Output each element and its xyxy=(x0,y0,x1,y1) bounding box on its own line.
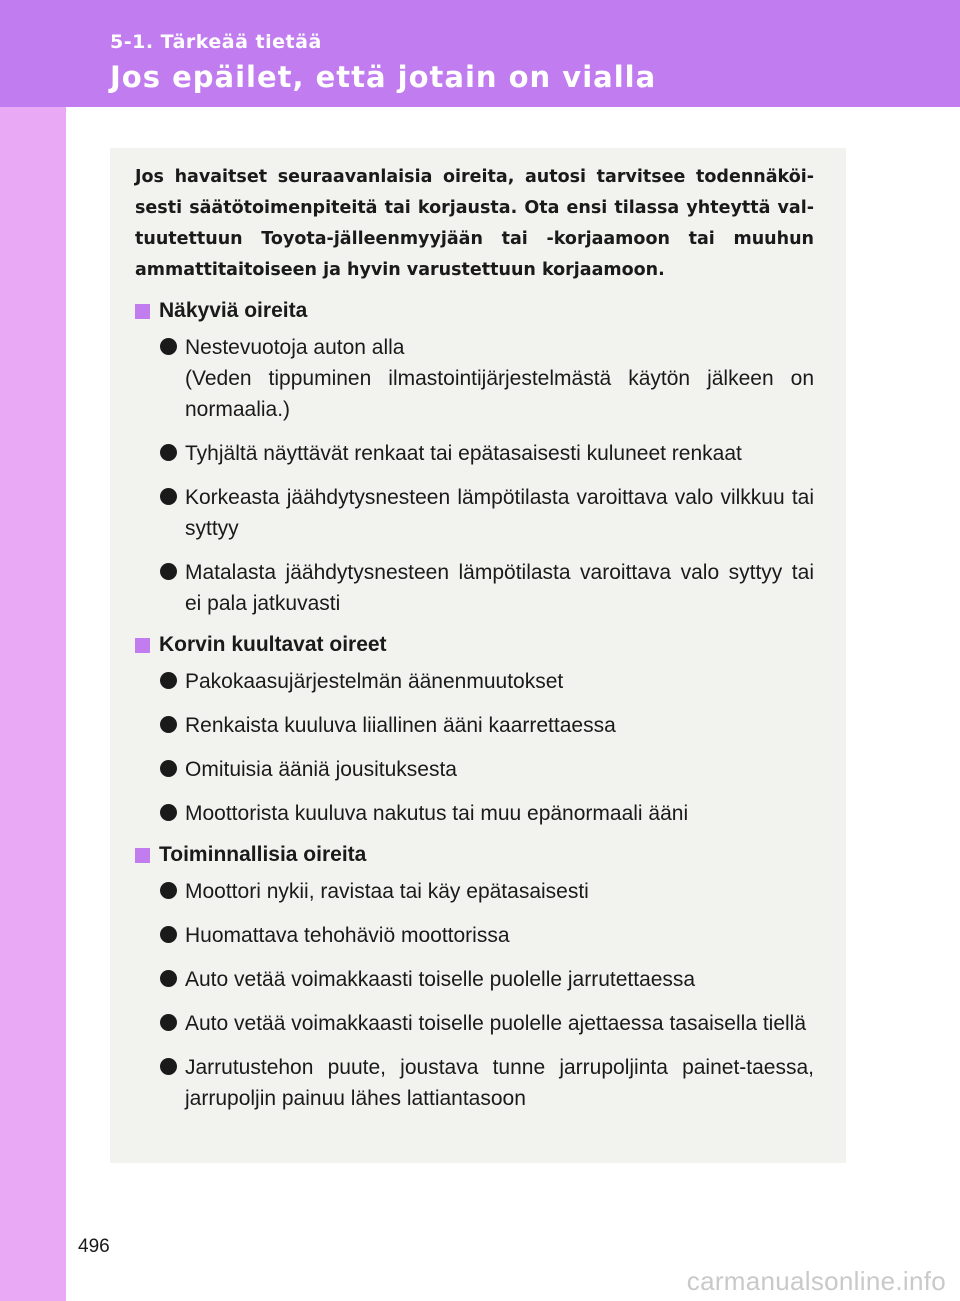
list-item xyxy=(160,876,814,907)
bullet-dot-icon xyxy=(160,970,177,987)
list-item-text: Renkaista kuuluva liiallinen ääni kaarrettaessa xyxy=(185,714,616,737)
header-band xyxy=(0,0,960,107)
bullet-dot-icon xyxy=(160,672,177,689)
bullet-dot-icon xyxy=(160,1014,177,1031)
list-item xyxy=(160,666,814,697)
list-item-text: Moottori nykii, ravistaa tai käy epätasaisesti xyxy=(185,880,589,903)
bullet-dot-icon xyxy=(160,882,177,899)
bullet-dot-icon xyxy=(160,338,177,355)
square-bullet-icon xyxy=(135,848,150,863)
intro-paragraph: Jos havaitset seuraavanlaisia oireita, autosi tarvitsee todennäköi-sesti säätötoimenpiteitä tai korjausta. Ota ensi tilassa yhteyttä val-tuutettuun Toyota-jälleenmyyjään tai -korjaamoon tai muuhun ammattitaitoiseen ja hyvin varustettuun korjaamoon. xyxy=(135,167,814,280)
list-item xyxy=(160,482,814,544)
list-item xyxy=(160,1008,814,1039)
list-item xyxy=(160,798,814,829)
section-heading xyxy=(135,298,814,324)
list-item xyxy=(160,754,814,785)
list-item-text: Tyhjältä näyttävät renkaat tai epätasaisesti kuluneet renkaat xyxy=(185,442,742,465)
section-heading-label: Toiminnallisia oireita xyxy=(159,843,367,866)
list-item xyxy=(160,920,814,951)
content-box xyxy=(110,148,846,1163)
list-item-text: Auto vetää voimakkaasti toiselle puolelle ajettaessa tasaisella tiellä xyxy=(185,1012,807,1035)
watermark: carmanualsonline.info xyxy=(686,1266,946,1296)
list-item-line: Nestevuotoja auton alla (Veden tippuminen ilmastointijärjestelmästä käytön jälkeen on normaalia.) xyxy=(185,336,814,421)
page-number: 496 xyxy=(78,1236,110,1257)
list-item-text: Matalasta jäähdytysnesteen lämpötilasta varoittava valo syttyy tai ei pala jatkuvasti xyxy=(185,561,814,615)
section-heading-label: Näkyviä oireita xyxy=(159,299,308,322)
list-item xyxy=(160,1052,814,1114)
bullet-dot-icon xyxy=(160,804,177,821)
list-item-text: Pakokaasujärjestelmän äänenmuutokset xyxy=(185,670,564,693)
bullet-dot-icon xyxy=(160,716,177,733)
bullet-dot-icon xyxy=(160,1058,177,1075)
list-item-text: Omituisia ääniä jousituksesta xyxy=(185,758,457,781)
square-bullet-icon xyxy=(135,638,150,653)
bullet-dot-icon xyxy=(160,444,177,461)
bullet-dot-icon xyxy=(160,563,177,580)
list-item xyxy=(160,710,814,741)
list-item xyxy=(160,964,814,995)
list-item xyxy=(160,557,814,619)
section-audible-symptoms xyxy=(135,632,814,829)
section-heading xyxy=(135,632,814,658)
list-item-text: Jarrutustehon puute, joustava tunne jarrupoljinta painet-taessa, jarrupoljin painuu lähes lattiantasoon xyxy=(185,1056,814,1110)
list-item xyxy=(160,332,814,425)
side-strip xyxy=(0,0,66,1301)
bullet-dot-icon xyxy=(160,488,177,505)
section-label: 5-1. Tärkeää tietää xyxy=(110,31,322,53)
page-title: Jos epäilet, että jotain on vialla xyxy=(110,60,657,94)
bullet-dot-icon xyxy=(160,926,177,943)
section-visible-symptoms xyxy=(135,298,814,619)
list-item-text: Korkeasta jäähdytysnesteen lämpötilasta varoittava valo vilkkuu tai syttyy xyxy=(185,486,814,540)
list-item-text xyxy=(185,332,814,425)
list-item xyxy=(160,438,814,469)
section-heading-label: Korvin kuultavat oireet xyxy=(159,633,387,656)
section-heading xyxy=(135,842,814,868)
list-item-text: Auto vetää voimakkaasti toiselle puolelle jarrutettaessa xyxy=(185,968,696,991)
section-functional-symptoms xyxy=(135,842,814,1114)
bullet-dot-icon xyxy=(160,760,177,777)
list-item-text: Huomattava tehohäviö moottorissa xyxy=(185,924,510,947)
square-bullet-icon xyxy=(135,304,150,319)
list-item-text: Moottorista kuuluva nakutus tai muu epänormaali ääni xyxy=(185,802,689,825)
